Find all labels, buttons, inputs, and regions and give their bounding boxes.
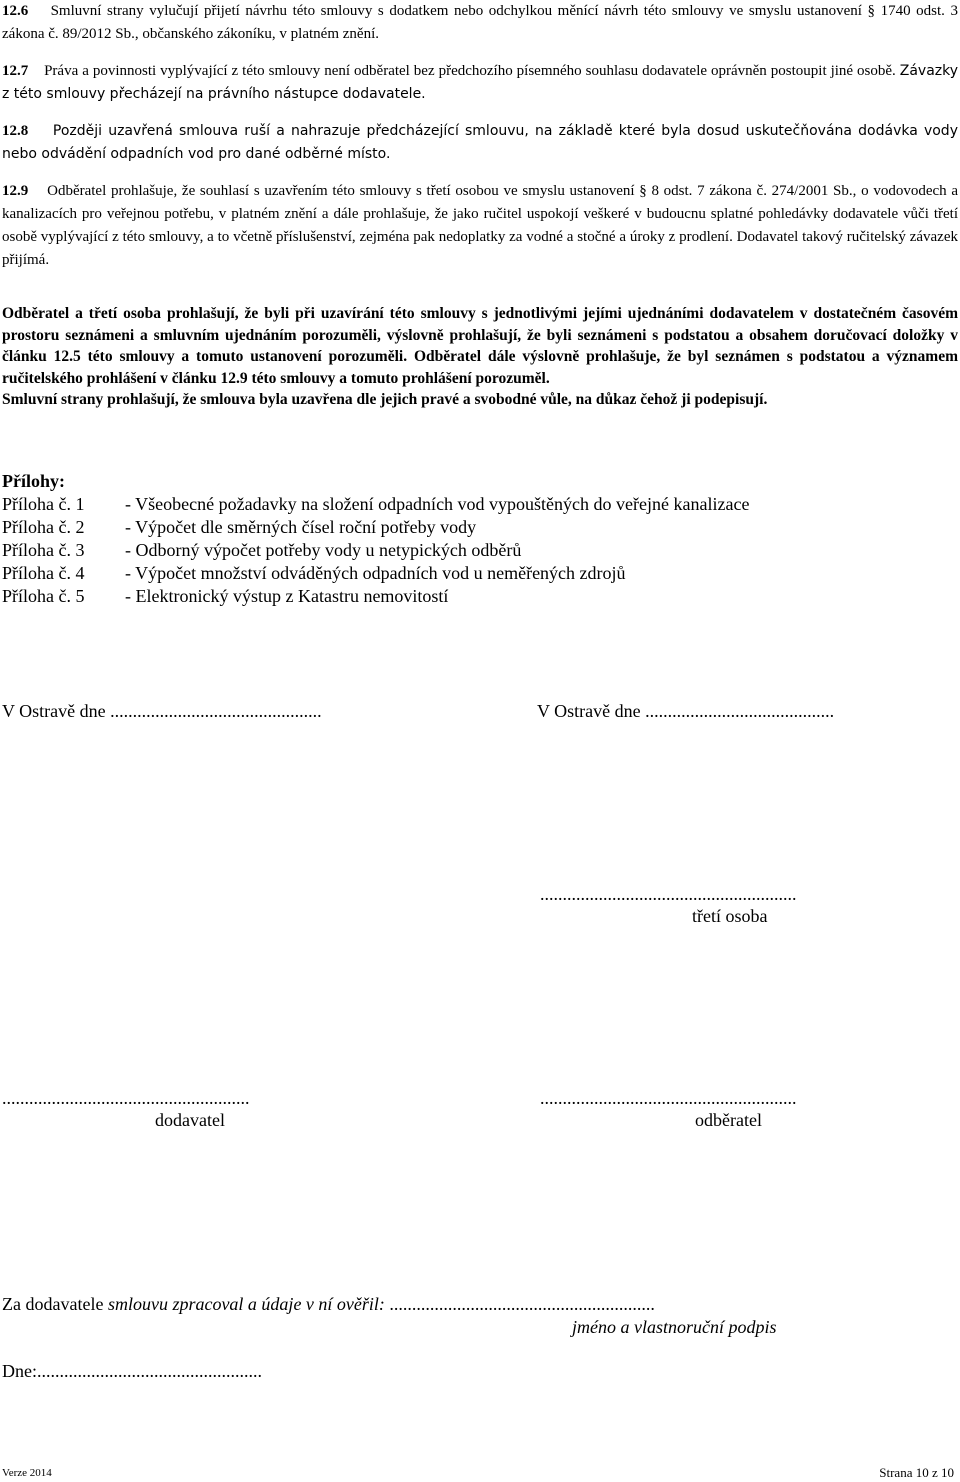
date-line: Dne:.................................................. [2, 1361, 262, 1381]
section-number: 12.9 [2, 183, 29, 199]
section-text: Odběratel prohlašuje, že souhlasí s uzavřením této smlouvy s třetí osobou ve smyslu ustanovení § 8 odst. 7 zákona č. 274/2001 Sb., o vodovodech a kanalizacích pro veřejnou potřebu, v platném znění a dále prohlašuje, že jako ručitel uspokojí veškeré v budoucnu splatné pohledávky dodavatele vůči třetí osobě vyplývající z této smlouvy, a to včetně příslušenství, zejména pak nedoplatky za vodné a stočné a úroky z prodlení. Dodavatel takový ručitelský závazek přijímá. [2, 183, 959, 268]
place-date-right: V Ostravě dne .......................................... [537, 701, 835, 721]
attachment-text: - Odborný výpočet potřeby vody u netypických odběrů [125, 540, 522, 560]
signature-label-customer: odběratel [695, 1110, 762, 1130]
signature-line-customer: ......................................................... [540, 1088, 797, 1108]
attachment-label: Příloha č. 4 [2, 563, 85, 583]
name-signature-label: jméno a vlastnoruční podpis [572, 1317, 777, 1337]
section-12-9 [2, 180, 958, 272]
section-text-sans: Závazky z této smlouvy přecházejí na právního nástupce dodavatele. [2, 63, 959, 102]
processed-by-dots: ........................................................... [384, 1294, 655, 1314]
signature-line-third-party: ......................................................... [540, 884, 797, 904]
attachment-text: - Výpočet dle směrných čísel roční potřeby vody [125, 517, 477, 537]
section-number: 12.7 [2, 63, 29, 79]
section-text: Smluvní strany vylučují přijetí návrhu této smlouvy s dodatkem nebo odchylkou měnící návrh této smlouvy ve smyslu ustanovení § 1740 odst. 3 zákona č. 89/2012 Sb., občanského zákoníku, v platném znění. [2, 3, 958, 42]
declaration-text: Odběratel a třetí osoba prohlašují, že byli při uzavírání této smlouvy s jednotlivými jejími ujednáními dodavatelem v dostatečném časovém prostoru seznámeni a smluvním ujednáním porozuměli, výslovně prohlašují, že byli seznámeni s podstatou a obsahem doručovací doložky v článku 12.5 této smlouvy a tomuto ustanovení porozuměli. Odběratel dále výslovně prohlašuje, že byl seznámen s podstatou a významem ručitelského prohlášení v článku 12.9 této smlouvy a tomuto prohlášení porozuměl. [2, 305, 958, 387]
attachment-text: - Výpočet množství odváděných odpadních vod u neměřených zdrojů [125, 563, 626, 583]
section-12-6 [2, 0, 958, 46]
section-number: 12.8 [2, 123, 29, 139]
section-text: Později uzavřená smlouva ruší a nahrazuje předcházející smlouvu, na základě které byla dosud uskutečňována dodávka vody nebo odvádění odpadních vod pro dané odběrné místo. [2, 123, 958, 162]
signature-line-supplier: ....................................................... [2, 1088, 250, 1108]
footer-version: Verze 2014 [2, 1467, 52, 1479]
attachment-text: - Elektronický výstup z Katastru nemovitostí [125, 586, 449, 606]
section-number: 12.6 [2, 3, 29, 19]
processed-by-line [2, 1293, 655, 1316]
place-date-left: V Ostravě dne ............................................... [2, 701, 322, 721]
attachment-text: - Všeobecné požadavky na složení odpadních vod vypouštěných do veřejné kanalizace [125, 494, 750, 514]
section-12-7 [2, 60, 958, 106]
attachment-label: Příloha č. 2 [2, 517, 85, 537]
declaration-free-will: Smluvní strany prohlašují, že smlouva byla uzavřena dle jejich pravé a svobodné vůle, na důkaz čehož ji podepisují. [2, 391, 768, 408]
section-text: Práva a povinnosti vyplývající z této smlouvy není odběratel bez předchozího písemného souhlasu dodavatele oprávněn postoupit jiné osobě. [44, 63, 896, 79]
footer-page-number: Strana 10 z 10 [879, 1465, 954, 1480]
attachments-heading: Přílohy: [2, 471, 65, 491]
declaration [2, 303, 958, 411]
signature-label-third-party: třetí osoba [692, 906, 768, 926]
processed-by-prefix: Za dodavatele [2, 1294, 108, 1314]
section-12-8 [2, 120, 958, 166]
attachment-label: Příloha č. 5 [2, 586, 85, 606]
attachment-label: Příloha č. 3 [2, 540, 85, 560]
signature-label-supplier: dodavatel [155, 1110, 225, 1130]
attachment-label: Příloha č. 1 [2, 494, 85, 514]
processed-by-italic: smlouvu zpracoval a údaje v ní ověřil: [107, 1294, 385, 1314]
